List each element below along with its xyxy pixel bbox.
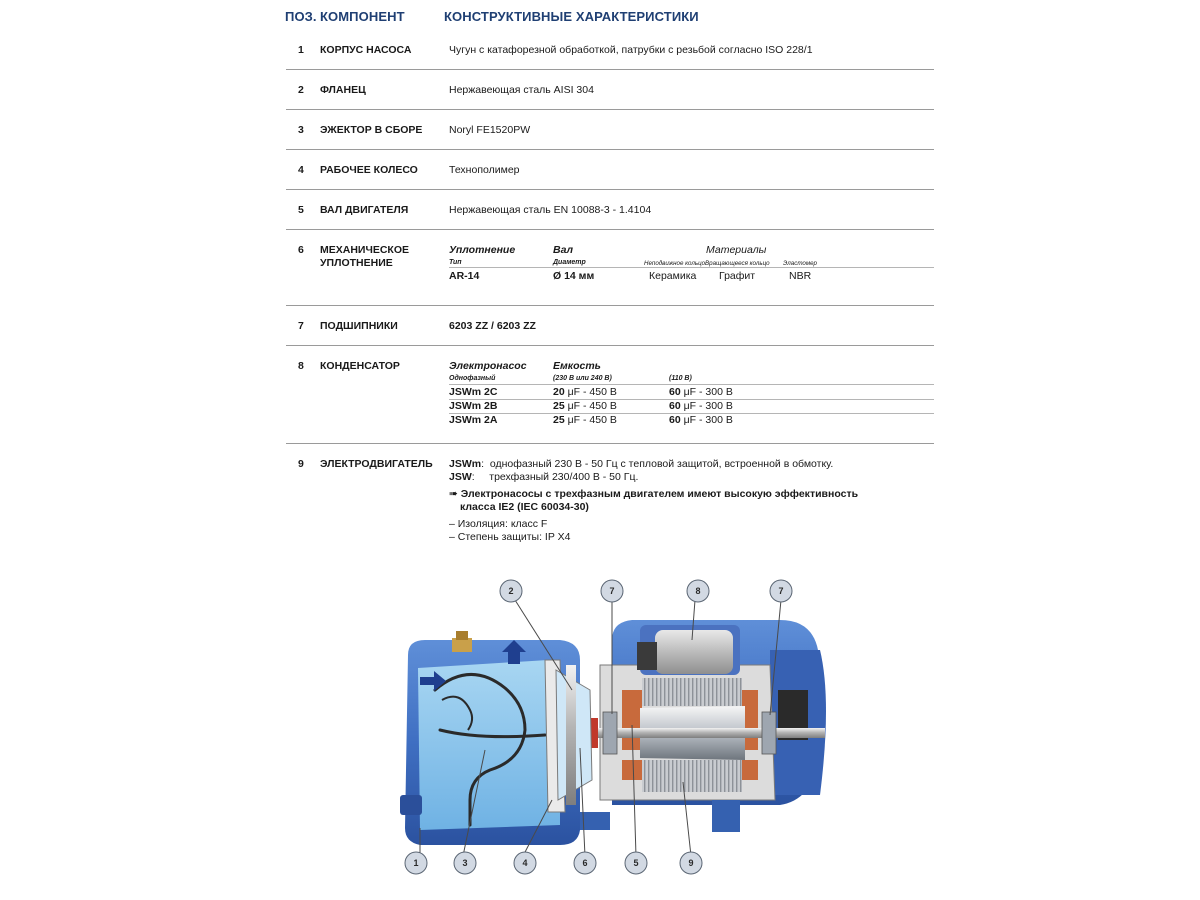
row-component: КОРПУС НАСОСА: [320, 44, 412, 56]
seal-sub-elastomer: Эластомер: [783, 260, 817, 267]
callout-label: 9: [688, 858, 694, 868]
seal-header-shaft: Вал: [553, 244, 574, 256]
header-component: КОМПОНЕНТ: [320, 9, 405, 24]
seal-value-type: AR-14: [449, 270, 480, 282]
seal-value-rotating-ring: Графит: [719, 270, 756, 282]
cap-model: JSWm 2A: [449, 414, 498, 426]
callout-7-right: [770, 580, 792, 602]
callout-label: 4: [522, 858, 528, 868]
row-component: РАБОЧЕЕ КОЛЕСО: [320, 164, 418, 176]
cap-header-pump: Электронасос: [449, 360, 527, 372]
seal-value-elastomer: NBR: [789, 270, 812, 282]
cap-110v-number: 60: [669, 400, 681, 412]
motor-jsw-text: : трехфазный 230/400 В - 50 Гц.: [471, 471, 639, 483]
cap-110v-number: 60: [669, 414, 681, 426]
callout-label: 7: [778, 586, 784, 596]
cap-110v-unit: μF - 300 В: [683, 414, 733, 426]
row-description: Нержавеющая сталь AISI 304: [449, 84, 594, 96]
cap-model: JSWm 2B: [449, 400, 498, 412]
motor-protection: – Степень защиты: IP X4: [449, 531, 571, 543]
callout-label: 8: [695, 586, 701, 596]
cap-230v-number: 25: [553, 414, 565, 426]
callout-label: 5: [633, 858, 639, 868]
seal-value-diameter: Ø 14 мм: [553, 270, 595, 282]
callout-2: [500, 580, 522, 602]
row-number: 3: [298, 124, 304, 136]
row-number: 6: [298, 244, 304, 256]
row-description: Нержавеющая сталь EN 10088-3 - 1.4104: [449, 204, 652, 216]
cap-110v-number: 60: [669, 386, 681, 398]
row-number: 1: [298, 44, 304, 56]
row-number: 2: [298, 84, 304, 96]
cap-sub-single-phase: Однофазный: [449, 375, 496, 382]
callout-4: [514, 852, 536, 874]
header-characteristics: КОНСТРУКТИВНЫЕ ХАРАКТЕРИСТИКИ: [444, 9, 699, 24]
seal-header-materials: Материалы: [706, 244, 767, 256]
callout-7-left: [601, 580, 623, 602]
callout-8: [687, 580, 709, 602]
row-number: 7: [298, 320, 304, 332]
cap-230v-unit: μF - 450 В: [567, 414, 617, 426]
seal-sub-diameter: Диаметр: [553, 259, 586, 266]
seal-sub-fixed-ring: Неподвижное кольцо: [644, 260, 706, 267]
row-component: ЭЛЕКТРОДВИГАТЕЛЬ: [320, 458, 433, 470]
motor-note-line1: Электронасосы с трехфазным двигателем имеют высокую эффективность: [460, 488, 859, 500]
cap-230v-unit: μF - 450 В: [567, 400, 617, 412]
cap-header-capacity: Емкость: [553, 360, 601, 372]
callout-3: [454, 852, 476, 874]
seal-sub-rotating-ring: Вращающееся кольцо: [705, 260, 770, 267]
callout-1: [405, 852, 427, 874]
row-component: ФЛАНЕЦ: [320, 84, 366, 96]
motor-jswm-text: : однофазный 230 В - 50 Гц с тепловой защитой, встроенной в обмотку.: [481, 458, 834, 470]
cap-110v-unit: μF - 300 В: [683, 386, 733, 398]
callout-5: [625, 852, 647, 874]
row-number: 9: [298, 458, 304, 470]
arrow-icon: ➠: [449, 488, 458, 500]
row-component: ЭЖЕКТОР В СБОРЕ: [320, 124, 423, 136]
cap-110v-unit: μF - 300 В: [683, 400, 733, 412]
row-number: 8: [298, 360, 304, 372]
cap-230v-number: 25: [553, 400, 565, 412]
row-description: Технополимер: [449, 164, 520, 176]
motor-insulation: – Изоляция: класс F: [449, 518, 548, 530]
callout-label: 3: [462, 858, 468, 868]
callout-9: [680, 852, 702, 874]
motor-note-line2: класса IE2 (IEC 60034-30): [460, 501, 589, 513]
callout-label: 2: [508, 586, 514, 596]
cap-230v-number: 20: [553, 386, 565, 398]
callout-label: 1: [413, 858, 419, 868]
motor-jswm-label: JSWm: [449, 458, 482, 470]
header-pos: ПОЗ.: [285, 9, 317, 24]
row-component: ПОДШИПНИКИ: [320, 320, 398, 332]
seal-value-fixed-ring: Керамика: [649, 270, 697, 282]
row-number: 4: [298, 164, 304, 176]
callout-6: [574, 852, 596, 874]
cap-model: JSWm 2C: [449, 386, 498, 398]
row-description: Чугун с катафорезной обработкой, патрубки с резьбой согласно ISO 228/1: [449, 44, 813, 56]
callout-label: 7: [609, 586, 615, 596]
row-component-line1: МЕХАНИЧЕСКОЕ: [320, 244, 410, 256]
motor-jsw-label: JSW: [449, 471, 472, 483]
row-description: 6203 ZZ / 6203 ZZ: [449, 320, 536, 332]
row-component: КОНДЕНСАТОР: [320, 360, 400, 372]
row-component: ВАЛ ДВИГАТЕЛЯ: [320, 204, 409, 216]
seal-sub-type: Тип: [449, 259, 462, 266]
row-component-line2: УПЛОТНЕНИЕ: [320, 257, 393, 269]
row-description: Noryl FE1520PW: [449, 124, 531, 136]
cap-sub-110v: (110 В): [669, 375, 692, 382]
callout-label: 6: [582, 858, 588, 868]
row-number: 5: [298, 204, 304, 216]
cap-sub-230v: (230 В или 240 В): [553, 375, 612, 382]
seal-header-seal: Уплотнение: [449, 244, 516, 256]
cap-230v-unit: μF - 450 В: [567, 386, 617, 398]
